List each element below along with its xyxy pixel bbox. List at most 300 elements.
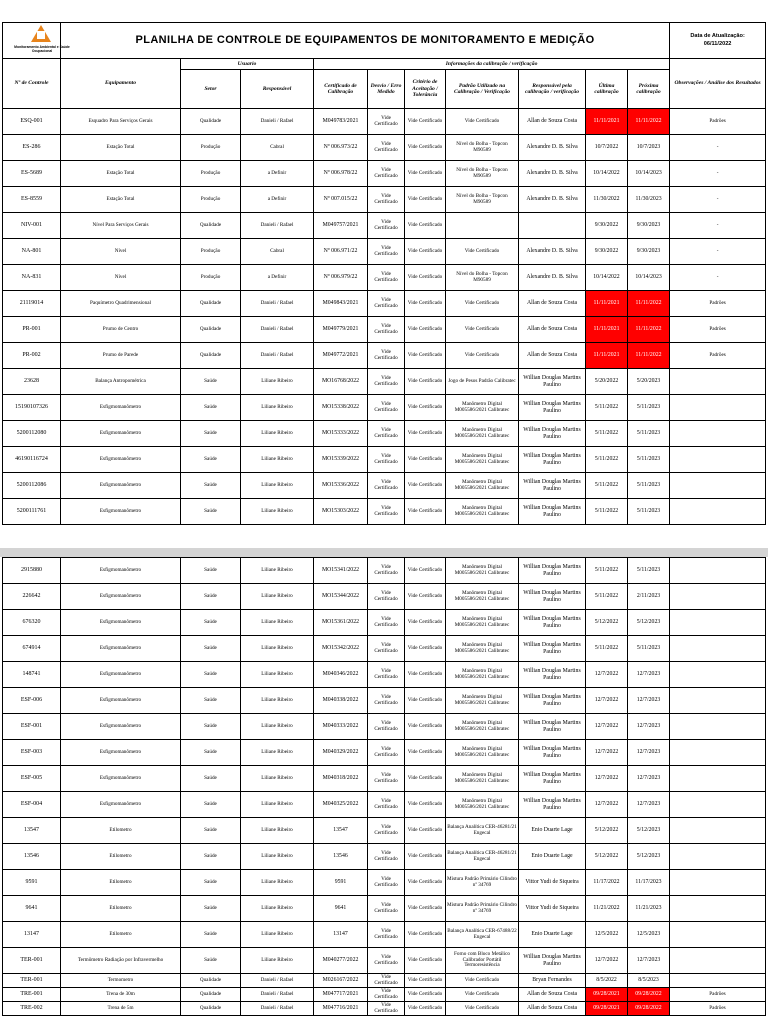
table-cell: MO15339/2022: [314, 447, 368, 473]
table-row: [3, 610, 766, 636]
table-cell: 5/11/2023: [628, 447, 670, 473]
table-cell: M047717/2021: [314, 988, 368, 1002]
table-cell: -: [670, 161, 766, 187]
table-cell: [670, 499, 766, 525]
table-cell: a Definir: [241, 265, 314, 291]
table-cell: Vide Certificado: [368, 109, 405, 135]
table-cell: [670, 636, 766, 662]
table-cell: -: [670, 213, 766, 239]
table-cell: Vide Certificado: [368, 988, 405, 1002]
table-cell: ESF-005: [3, 766, 61, 792]
table-cell: 5/12/2023: [628, 610, 670, 636]
table-cell: Willian Douglas Martins Paulino: [519, 766, 586, 792]
table-cell: 2/11/2023: [628, 584, 670, 610]
table-row: [3, 948, 766, 974]
table-cell: [670, 766, 766, 792]
table-cell: Nível do Bolha - Topcon M90589: [446, 161, 519, 187]
table-cell: 9/30/2023: [628, 213, 670, 239]
table-cell: 13147: [3, 922, 61, 948]
col-header: Critério de Aceitação / Tolerância: [405, 70, 446, 109]
table-cell: Vide Certificado: [368, 135, 405, 161]
table-cell: 10/14/2022: [586, 265, 628, 291]
table-cell: Vide Certificado: [405, 792, 446, 818]
table-cell: Vide Certificado: [368, 343, 405, 369]
table-cell: Esfigmomanômetro: [61, 584, 181, 610]
table-row: [3, 213, 766, 239]
table-cell: Manômetro Digital M005586/2021 Calibratec: [446, 740, 519, 766]
table-cell: Saúde: [181, 499, 241, 525]
table-cell: Allan de Souza Costa: [519, 291, 586, 317]
table-cell: Willian Douglas Martins Paulino: [519, 662, 586, 688]
table-row: [3, 818, 766, 844]
table-cell: 5/11/2022: [586, 584, 628, 610]
table-cell: 09/28/2022: [628, 1002, 670, 1016]
table-cell: -: [670, 187, 766, 213]
table-cell: TER-001: [3, 948, 61, 974]
table-cell: Enio Duarte Lage: [519, 922, 586, 948]
table-cell: Liliane Ribeiro: [241, 369, 314, 395]
table-cell: Manômetro Digital M005586/2021 Calibratec: [446, 636, 519, 662]
col-header: Última calibração: [586, 70, 628, 109]
table-cell: Estação Total: [61, 187, 181, 213]
table-cell: 12/7/2023: [628, 688, 670, 714]
table-cell: Qualidade: [181, 291, 241, 317]
table-row: [3, 447, 766, 473]
table-cell: Etilometro: [61, 870, 181, 896]
table-cell: Estação Total: [61, 135, 181, 161]
table-cell: MO16768/2022: [314, 369, 368, 395]
table-cell: ESF-003: [3, 740, 61, 766]
table-cell: Manômetro Digital M005586/2021 Calibratec: [446, 610, 519, 636]
table-cell: Manômetro Digital M005586/2021 Calibratec: [446, 558, 519, 584]
table-cell: 5/11/2023: [628, 421, 670, 447]
table-cell: Nível do Bolha - Topcon M90589: [446, 135, 519, 161]
table-cell: 226642: [3, 584, 61, 610]
table-cell: M049783/2021: [314, 109, 368, 135]
table-cell: Vide Certificado: [446, 1002, 519, 1016]
table-cell: Balança Analítica CER-46281/21 Engecal: [446, 818, 519, 844]
table-cell: Vide Certificado: [368, 922, 405, 948]
table-row: [3, 109, 766, 135]
table-row: [3, 395, 766, 421]
group-header-usuario: Usuario: [181, 59, 314, 70]
table-cell: Willian Douglas Martins Paulino: [519, 636, 586, 662]
table-cell: Liliane Ribeiro: [241, 610, 314, 636]
table-cell: Nível do Bolha - Topcon M90589: [446, 187, 519, 213]
table-cell: Etilometro: [61, 844, 181, 870]
table-cell: 5/11/2022: [586, 558, 628, 584]
table-cell: Danieli / Rafael: [241, 213, 314, 239]
table-row: [3, 792, 766, 818]
table-cell: Vide Certificado: [368, 714, 405, 740]
table-cell: 12/7/2022: [586, 662, 628, 688]
table-cell: Esfigmomanômetro: [61, 499, 181, 525]
table-cell: TRE-001: [3, 988, 61, 1002]
table-cell: Vide Certificado: [405, 766, 446, 792]
table-cell: 5/11/2022: [586, 447, 628, 473]
table-cell: Vide Certificado: [368, 662, 405, 688]
table-cell: 11/11/2021: [586, 343, 628, 369]
table-cell: Qualidade: [181, 317, 241, 343]
table-cell: Esfigmomanômetro: [61, 636, 181, 662]
table-row: [3, 974, 766, 988]
table-row: [3, 1002, 766, 1016]
table-cell: 5/20/2023: [628, 369, 670, 395]
table-row: [3, 988, 766, 1002]
table-cell: Saúde: [181, 447, 241, 473]
table-cell: Liliane Ribeiro: [241, 870, 314, 896]
table-cell: [670, 395, 766, 421]
table-cell: Liliane Ribeiro: [241, 558, 314, 584]
table-cell: 11/17/2022: [586, 870, 628, 896]
table-cell: MO15361/2022: [314, 610, 368, 636]
table-cell: 9/30/2023: [628, 239, 670, 265]
table-cell: Esquadro Para Serviços Gerais: [61, 109, 181, 135]
table-cell: Vide Certificado: [405, 688, 446, 714]
table-cell: Vide Certificado: [368, 213, 405, 239]
table-cell: Mistura Padrão Primário Cilindro nº 34769: [446, 896, 519, 922]
table-cell: Vide Certificado: [405, 239, 446, 265]
table-cell: Vide Certificado: [368, 421, 405, 447]
table-cell: -: [670, 239, 766, 265]
table-cell: Vide Certificado: [405, 1002, 446, 1016]
table-cell: Willian Douglas Martins Paulino: [519, 421, 586, 447]
table-cell: Padrões: [670, 291, 766, 317]
table-cell: Esfigmomanômetro: [61, 473, 181, 499]
table-cell: Vide Certificado: [405, 135, 446, 161]
table-cell: Produção: [181, 239, 241, 265]
table-cell: 5/11/2023: [628, 395, 670, 421]
table-cell: Saúde: [181, 610, 241, 636]
table-cell: Vide Certificado: [446, 317, 519, 343]
table-cell: Vide Certificado: [405, 447, 446, 473]
table-cell: 5/12/2023: [628, 844, 670, 870]
table-cell: Vide Certificado: [368, 844, 405, 870]
table-cell: Vide Certificado: [368, 870, 405, 896]
table-cell: [670, 369, 766, 395]
table-cell: Vide Certificado: [405, 473, 446, 499]
table-cell: Allan de Souza Costa: [519, 988, 586, 1002]
table-cell: Willian Douglas Martins Paulino: [519, 447, 586, 473]
table-cell: M049772/2021: [314, 343, 368, 369]
table-cell: Padrões: [670, 988, 766, 1002]
table-cell: Vide Certificado: [405, 988, 446, 1002]
col-header: Padrão Utilizado na Calibração / Verificação: [446, 70, 519, 109]
table-cell: Danieli / Rafael: [241, 343, 314, 369]
table-cell: Vide Certificado: [368, 499, 405, 525]
table-cell: Alexandre D. B. Silva: [519, 161, 586, 187]
table-cell: Willian Douglas Martins Paulino: [519, 792, 586, 818]
table-cell: Danieli / Rafael: [241, 317, 314, 343]
table-cell: Saúde: [181, 584, 241, 610]
table-cell: Manômetro Digital M005586/2021 Calibratec: [446, 792, 519, 818]
table-cell: 10/14/2023: [628, 265, 670, 291]
table-cell: Liliane Ribeiro: [241, 636, 314, 662]
table-cell: ESQ-001: [3, 109, 61, 135]
table-cell: Vide Certificado: [405, 343, 446, 369]
table-cell: Saúde: [181, 395, 241, 421]
table-cell: Vide Certificado: [405, 317, 446, 343]
table-cell: 11/11/2022: [628, 291, 670, 317]
table-cell: ESF-001: [3, 714, 61, 740]
table-cell: Willian Douglas Martins Paulino: [519, 948, 586, 974]
table-cell: 11/30/2022: [586, 187, 628, 213]
table-cell: Saúde: [181, 369, 241, 395]
col-header: Observações / Análise dos Resultados: [670, 59, 766, 109]
table-cell: Allan de Souza Costa: [519, 343, 586, 369]
table-cell: Vide Certificado: [405, 870, 446, 896]
table-cell: Willian Douglas Martins Paulino: [519, 584, 586, 610]
table-cell: -: [670, 135, 766, 161]
table-cell: Liliane Ribeiro: [241, 714, 314, 740]
table-cell: Vittor Yudi de Siqueira: [519, 870, 586, 896]
table-cell: Vide Certificado: [446, 988, 519, 1002]
table-cell: Saúde: [181, 948, 241, 974]
table-cell: Esfigmomanômetro: [61, 792, 181, 818]
col-header: Desvio / Erro Medido: [368, 70, 405, 109]
table-cell: Liliane Ribeiro: [241, 896, 314, 922]
table-cell: Mistura Padrão Primário Cilindro nº 34769: [446, 870, 519, 896]
table-cell: Willian Douglas Martins Paulino: [519, 369, 586, 395]
logo-text: Monitoramento Ambiental e Saúde Ocupacional: [14, 45, 70, 53]
table-cell: Liliane Ribeiro: [241, 948, 314, 974]
table-cell: ES-5689: [3, 161, 61, 187]
table-cell: MO15344/2022: [314, 584, 368, 610]
table-cell: Liliane Ribeiro: [241, 792, 314, 818]
table-cell: [670, 948, 766, 974]
table-cell: 674914: [3, 636, 61, 662]
update-date-label: Data de Atualização:: [690, 33, 745, 40]
table-cell: Vide Certificado: [405, 844, 446, 870]
table-cell: Manômetro Digital M005586/2021 Calibratec: [446, 714, 519, 740]
table-cell: Vide Certificado: [368, 792, 405, 818]
table-cell: 11/11/2022: [628, 109, 670, 135]
table-cell: 5/11/2023: [628, 558, 670, 584]
table-row: [3, 584, 766, 610]
table-cell: Saúde: [181, 870, 241, 896]
table-cell: 12/7/2022: [586, 714, 628, 740]
table-cell: Willian Douglas Martins Paulino: [519, 473, 586, 499]
table-cell: Manômetro Digital M005586/2021 Calibratec: [446, 447, 519, 473]
table-cell: Nível Para Serviços Gerais: [61, 213, 181, 239]
table-cell: M047716/2021: [314, 1002, 368, 1016]
table-cell: [670, 688, 766, 714]
table-cell: 5/12/2022: [586, 844, 628, 870]
table-cell: Manômetro Digital M005586/2021 Calibratec: [446, 662, 519, 688]
table-cell: -: [670, 265, 766, 291]
table-cell: Vide Certificado: [405, 896, 446, 922]
table-cell: M040325/2022: [314, 792, 368, 818]
table-cell: Qualidade: [181, 213, 241, 239]
table-cell: Liliane Ribeiro: [241, 499, 314, 525]
table-cell: [670, 662, 766, 688]
table-cell: 9641: [3, 896, 61, 922]
table-row: [3, 369, 766, 395]
table-cell: Produção: [181, 161, 241, 187]
table-row: [3, 740, 766, 766]
col-header: Equipamento: [61, 59, 181, 109]
table-cell: Vide Certificado: [405, 213, 446, 239]
table-cell: ES-286: [3, 135, 61, 161]
table-cell: Vide Certificado: [405, 662, 446, 688]
table-cell: Vide Certificado: [405, 499, 446, 525]
table-cell: Vide Certificado: [368, 369, 405, 395]
table-cell: PR-002: [3, 343, 61, 369]
table-cell: 676320: [3, 610, 61, 636]
table-cell: Cabral: [241, 239, 314, 265]
table-cell: Vide Certificado: [405, 161, 446, 187]
table-row: [3, 343, 766, 369]
table-cell: Allan de Souza Costa: [519, 317, 586, 343]
table-cell: Nº 006.978/22: [314, 161, 368, 187]
table-cell: Esfigmomanômetro: [61, 662, 181, 688]
table-cell: 5200112086: [3, 473, 61, 499]
table-cell: [670, 610, 766, 636]
table-cell: 13546: [3, 844, 61, 870]
update-date-value: 06/11/2022: [703, 40, 732, 47]
table-row: [3, 473, 766, 499]
table-cell: Saúde: [181, 473, 241, 499]
table-cell: 09/28/2021: [586, 1002, 628, 1016]
table-cell: Nº 006.973/22: [314, 135, 368, 161]
table-cell: Vittor Yudi de Siqueira: [519, 896, 586, 922]
table-cell: Balança Analítica CER-67488/22 Engecal: [446, 922, 519, 948]
table-cell: MO15336/2022: [314, 473, 368, 499]
table-cell: Padrões: [670, 109, 766, 135]
table-cell: 09/28/2022: [628, 988, 670, 1002]
table-cell: 13547: [314, 818, 368, 844]
table-cell: Liliane Ribeiro: [241, 766, 314, 792]
table-cell: 12/7/2022: [586, 766, 628, 792]
table-cell: Liliane Ribeiro: [241, 922, 314, 948]
table-cell: 5/12/2022: [586, 610, 628, 636]
table-cell: Liliane Ribeiro: [241, 662, 314, 688]
table-cell: Vide Certificado: [368, 584, 405, 610]
table-cell: Vide Certificado: [368, 974, 405, 988]
table-cell: Vide Certificado: [405, 109, 446, 135]
table-row: [3, 714, 766, 740]
table-cell: Nº 007.015/22: [314, 187, 368, 213]
table-cell: 8/5/2023: [628, 974, 670, 988]
table-cell: Vide Certificado: [405, 558, 446, 584]
table-cell: 11/11/2021: [586, 109, 628, 135]
table-row: [3, 499, 766, 525]
table-cell: Esfigmomanômetro: [61, 688, 181, 714]
table-cell: 12/5/2022: [586, 922, 628, 948]
table-cell: Vide Certificado: [405, 818, 446, 844]
table-cell: 9641: [314, 896, 368, 922]
table-cell: [670, 818, 766, 844]
table-cell: [670, 974, 766, 988]
table-cell: 9591: [3, 870, 61, 896]
table-cell: a Definir: [241, 161, 314, 187]
table-cell: Liliane Ribeiro: [241, 473, 314, 499]
table-cell: Liliane Ribeiro: [241, 740, 314, 766]
table-cell: 5/11/2023: [628, 499, 670, 525]
table-cell: 8/5/2022: [586, 974, 628, 988]
table-cell: Trena de 5m: [61, 1002, 181, 1016]
table-cell: 11/11/2021: [586, 317, 628, 343]
table-cell: Vide Certificado: [405, 974, 446, 988]
table-cell: Vide Certificado: [446, 291, 519, 317]
table-row: [3, 636, 766, 662]
table-cell: Produção: [181, 265, 241, 291]
table-cell: Esfigmomanômetro: [61, 610, 181, 636]
table-cell: Vide Certificado: [368, 291, 405, 317]
table-cell: [446, 213, 519, 239]
table-cell: Produção: [181, 135, 241, 161]
table-cell: [670, 922, 766, 948]
table-cell: 11/30/2023: [628, 187, 670, 213]
table-cell: Qualidade: [181, 343, 241, 369]
equipment-table-page-2: [2, 557, 766, 1016]
table-cell: Liliane Ribeiro: [241, 421, 314, 447]
table-cell: 5/12/2022: [586, 818, 628, 844]
table-row: [3, 766, 766, 792]
table-cell: PR-001: [3, 317, 61, 343]
table-cell: M040338/2022: [314, 688, 368, 714]
table-cell: Nível do Bolha - Topcon M90589: [446, 265, 519, 291]
table-cell: Vide Certificado: [405, 740, 446, 766]
table-cell: 5/11/2023: [628, 473, 670, 499]
table-cell: 11/11/2022: [628, 343, 670, 369]
table-cell: Esfigmomanômetro: [61, 558, 181, 584]
table-cell: Vide Certificado: [405, 922, 446, 948]
sheet-page-2: [0, 557, 768, 1016]
table-row: [3, 662, 766, 688]
table-cell: Produção: [181, 187, 241, 213]
sheet-page-1: [0, 22, 768, 525]
table-row: [3, 265, 766, 291]
table-cell: Nível: [61, 239, 181, 265]
table-row: [3, 317, 766, 343]
table-cell: Saúde: [181, 766, 241, 792]
table-cell: 13546: [314, 844, 368, 870]
table-cell: M040346/2022: [314, 662, 368, 688]
table-cell: Allan de Souza Costa: [519, 109, 586, 135]
table-cell: Liliane Ribeiro: [241, 447, 314, 473]
table-cell: 11/17/2023: [628, 870, 670, 896]
table-cell: Willian Douglas Martins Paulino: [519, 558, 586, 584]
table-cell: M040277/2022: [314, 948, 368, 974]
table-cell: TRE-002: [3, 1002, 61, 1016]
table-cell: MO15303/2022: [314, 499, 368, 525]
table-cell: Alexandre D. B. Silva: [519, 187, 586, 213]
equipment-table-page-1: [2, 22, 766, 525]
table-cell: Bryan Fernandes: [519, 974, 586, 988]
table-cell: Esfigmomanômetro: [61, 395, 181, 421]
table-cell: Vide Certificado: [405, 636, 446, 662]
table-cell: Trena de 30m: [61, 988, 181, 1002]
table-cell: 12/7/2023: [628, 792, 670, 818]
table-cell: Vide Certificado: [446, 343, 519, 369]
table-cell: Vide Certificado: [368, 610, 405, 636]
table-cell: Balança Antropométrica: [61, 369, 181, 395]
table-cell: Alexandre D. B. Silva: [519, 265, 586, 291]
table-cell: [670, 740, 766, 766]
table-cell: [670, 421, 766, 447]
table-cell: Etilometro: [61, 896, 181, 922]
table-cell: Vide Certificado: [446, 109, 519, 135]
table-row: [3, 291, 766, 317]
table-cell: 5/11/2023: [628, 636, 670, 662]
table-cell: Nº 006.979/22: [314, 265, 368, 291]
table-cell: Danieli / Rafael: [241, 988, 314, 1002]
table-cell: Vide Certificado: [405, 395, 446, 421]
table-cell: 9/30/2022: [586, 213, 628, 239]
table-cell: Vide Certificado: [405, 369, 446, 395]
table-cell: Saúde: [181, 896, 241, 922]
